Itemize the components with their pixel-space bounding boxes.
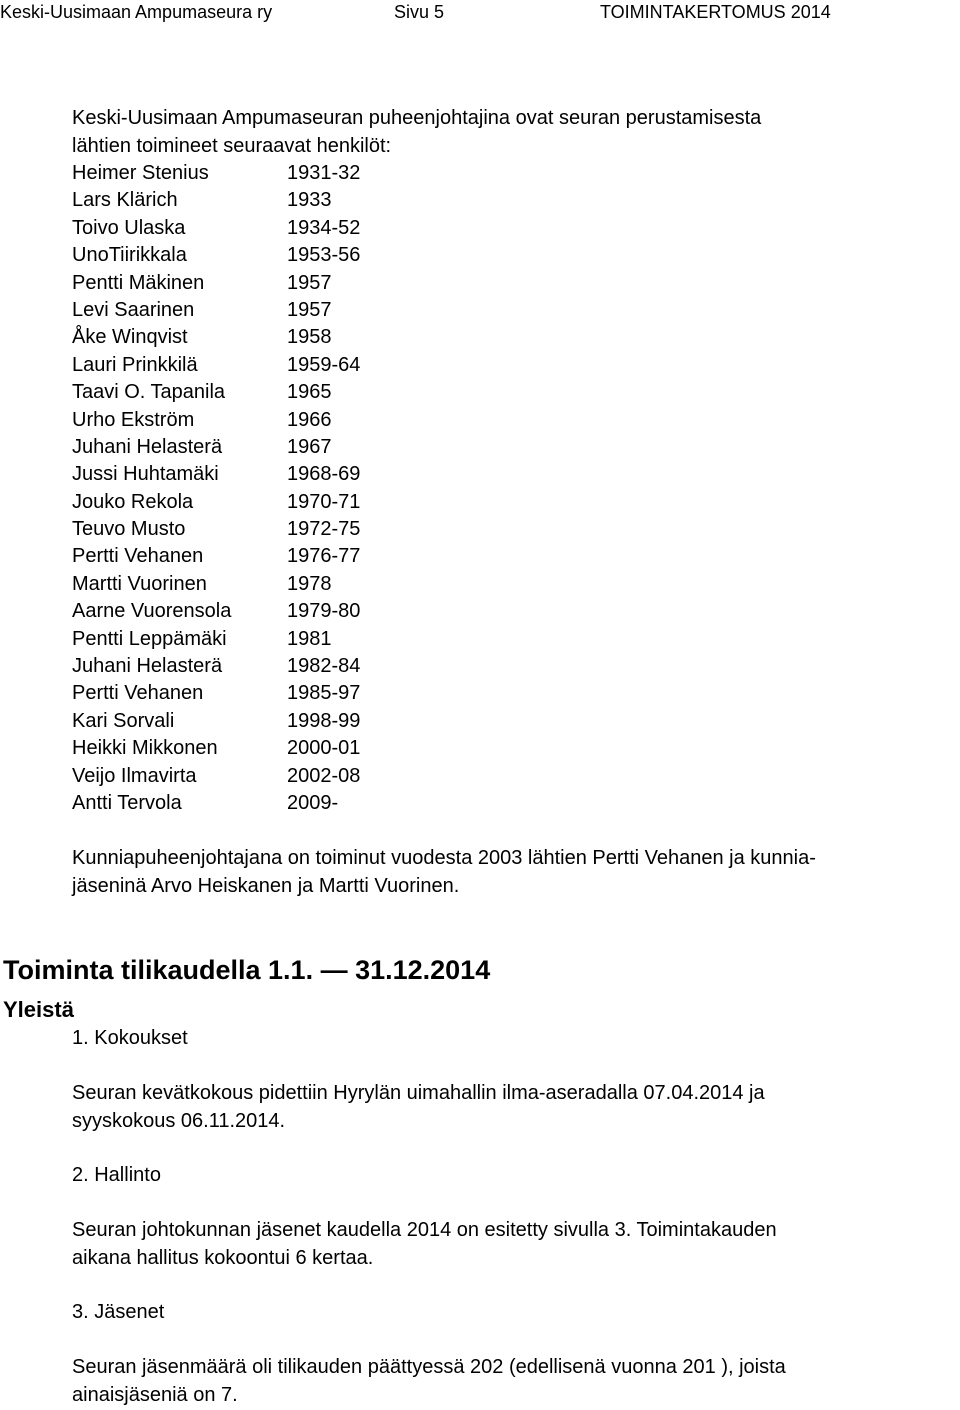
honor-line: jäseninä Arvo Heiskanen ja Martti Vuorinen. — [72, 874, 460, 897]
chair-years: 1957 — [287, 298, 332, 321]
chair-name: Martti Vuorinen — [72, 572, 207, 595]
section-line: ainaisjäseniä on 7. — [72, 1383, 238, 1406]
chair-years: 1966 — [287, 408, 332, 431]
chair-years: 1979-80 — [287, 600, 361, 623]
section-body-meetings — [72, 1080, 942, 1135]
chair-years: 2009- — [287, 791, 339, 814]
chair-name: Levi Saarinen — [72, 298, 195, 321]
chair-name: Antti Tervola — [72, 791, 182, 814]
chair-name: Jouko Rekola — [72, 490, 194, 513]
intro-paragraph — [72, 105, 761, 160]
header-org: Keski-Uusimaan Ampumaseura ry — [0, 2, 273, 22]
chair-name: Lars Klärich — [72, 189, 178, 212]
chair-name: Pertti Vehanen — [72, 545, 204, 568]
chair-name: Urho Ekström — [72, 408, 195, 431]
sub-heading: Yleistä — [3, 997, 74, 1022]
chair-years: 1931-32 — [287, 162, 361, 184]
honorary-paragraph — [72, 845, 952, 900]
chair-name: Taavi O. Tapanila — [72, 381, 226, 404]
chair-years: 1958 — [287, 326, 332, 349]
chair-years: 1933 — [287, 189, 332, 212]
chair-name: Pertti Vehanen — [72, 682, 204, 705]
chair-years: 1968-69 — [287, 463, 361, 486]
section-body-administration — [72, 1217, 942, 1272]
chair-years: 1965 — [287, 381, 332, 404]
chair-years: 1982-84 — [287, 655, 361, 678]
section-line: syyskokous 06.11.2014. — [72, 1109, 286, 1132]
honor-line: Kunniapuheenjohtajana on toiminut vuodesta 2003 lähtien Pertti Vehanen ja kunnia- — [72, 847, 816, 869]
chair-name: Toivo Ulaska — [72, 216, 186, 239]
chair-name: UnoTiirikkala — [72, 244, 187, 267]
section-line: Seuran kevätkokous pidettiin Hyrylän uimahallin ilma-aseradalla 07.04.2014 ja — [72, 1082, 765, 1104]
chair-name: Heimer Stenius — [72, 162, 209, 184]
chair-years: 1967 — [287, 435, 332, 458]
section-title-administration: 2. Hallinto — [72, 1164, 161, 1186]
section-line: Seuran jäsenmäärä oli tilikauden päättyessä 202 (edellisenä vuonna 201 ), joista — [72, 1356, 786, 1378]
chair-years: 1981 — [287, 627, 332, 650]
chair-years: 1976-77 — [287, 545, 361, 568]
chair-years: 1934-52 — [287, 216, 361, 239]
chair-name: Åke Winqvist — [72, 326, 188, 349]
chair-name: Pentti Mäkinen — [72, 271, 205, 294]
chair-name: Juhani Helasterä — [72, 655, 223, 678]
chair-years: 1957 — [287, 271, 332, 294]
chair-name: Teuvo Musto — [72, 518, 186, 541]
page-header — [0, 0, 960, 24]
chair-years: 1972-75 — [287, 518, 361, 541]
chair-name: Jussi Huhtamäki — [72, 463, 219, 486]
chair-years: 1970-71 — [287, 490, 361, 513]
chair-years: 1978 — [287, 572, 332, 595]
header-report-title: TOIMINTAKERTOMUS 2014 — [600, 2, 831, 22]
chair-name: Kari Sorvali — [72, 709, 175, 732]
chair-name: Juhani Helasterä — [72, 435, 223, 458]
section-title-members: 3. Jäsenet — [72, 1301, 165, 1323]
chair-name: Pentti Leppämäki — [72, 627, 227, 650]
intro-line: Keski-Uusimaan Ampumaseuran puheenjohtajina ovat seuran perustamisesta — [72, 107, 762, 129]
chair-years: 2000-01 — [287, 737, 361, 760]
main-heading: Toiminta tilikaudella 1.1. — 31.12.2014 — [3, 955, 491, 985]
chair-name: Aarne Vuorensola — [72, 600, 232, 623]
chair-name: Heikki Mikkonen — [72, 737, 218, 760]
chair-years: 1953-56 — [287, 244, 361, 267]
intro-line: lähtien toimineet seuraavat henkilöt: — [72, 134, 392, 157]
chair-years: 1985-97 — [287, 682, 361, 705]
section-body-members — [72, 1354, 942, 1409]
header-page-number: Sivu 5 — [394, 2, 445, 22]
chair-name: Lauri Prinkkilä — [72, 353, 198, 376]
section-title-meetings: 1. Kokoukset — [72, 1027, 188, 1049]
chair-years: 2002-08 — [287, 764, 361, 787]
chair-name: Veijo Ilmavirta — [72, 764, 197, 787]
section-line: aikana hallitus kokoontui 6 kertaa. — [72, 1246, 374, 1269]
chair-years: 1959-64 — [287, 353, 361, 376]
chair-years: 1998-99 — [287, 709, 361, 732]
section-line: Seuran johtokunnan jäsenet kaudella 2014 on esitetty sivulla 3. Toimintakauden — [72, 1219, 777, 1241]
